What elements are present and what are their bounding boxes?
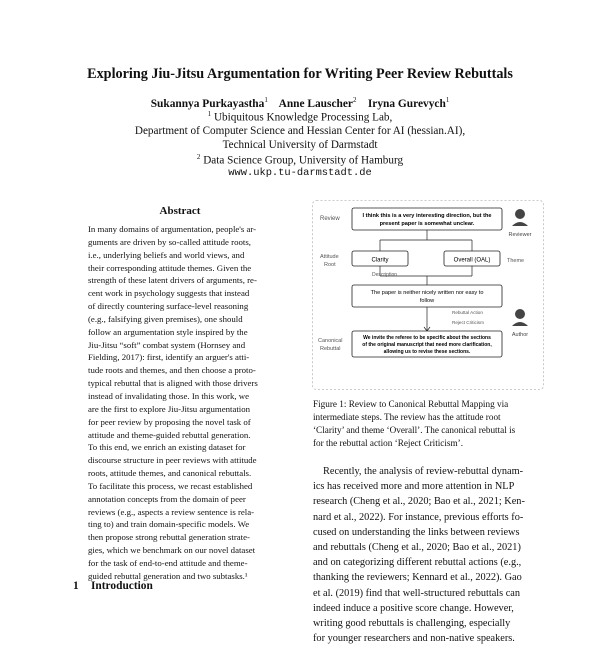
abstract-line: To facilitate this process, we recast established — [88, 480, 253, 491]
figure-1 — [312, 200, 544, 390]
fig-review-text: present paper is somewhat unclear. — [379, 221, 475, 227]
body-line: ics has received more and more attention in NLP — [313, 481, 515, 493]
abstract-line: i.e., underlying beliefs and world views, and — [88, 249, 245, 260]
abstract-line: cent work in psychology suggests that instead — [88, 288, 250, 299]
abstract-line: strength of these latent drivers of arguments, re- — [88, 275, 257, 286]
abstract-line: attitude and theme-guided rebuttal generation. — [88, 429, 251, 440]
abstract-line: of directly countering surface-level reasoning — [88, 301, 249, 312]
abstract-line: instead of invalidating those. In this work, we — [88, 390, 250, 401]
body-line: cused on understanding the links between reviews — [313, 526, 520, 538]
abstract-line: their corresponding attitude themes. Given the — [88, 262, 252, 273]
fig-description-label: Description — [372, 272, 398, 278]
abstract-line: for the task of end-to-end attitude and theme- — [88, 557, 248, 568]
body-line: research (Cheng et al., 2020; Bao et al., 2021; Ken- — [313, 496, 525, 508]
figure-caption — [313, 398, 543, 450]
author-name: Sukannya Purkayastha — [150, 97, 265, 110]
affiliation-line: Department of Computer Science and Hessian Center for AI (hessian.AI), — [134, 125, 466, 137]
abstract-line: ting to) and train domain-specific models. We — [88, 519, 250, 530]
abstract-line: annotation concepts from the domain of peer — [88, 493, 246, 504]
section-heading: 1 Introduction — [73, 580, 153, 592]
affiliation-url[interactable]: www.ukp.tu-darmstadt.de — [228, 167, 372, 179]
caption-line: ‘Clarity’ and theme ‘Overall’. The canonical rebuttal is — [313, 425, 516, 436]
fig-rebuttal-action: Rebuttal Action — [452, 310, 483, 315]
fig-review-label: Review — [320, 216, 340, 222]
abstract-line: (e.g., falsifying given premises), one should — [88, 313, 243, 324]
abstract-line: roots, attitude themes, and canonical rebuttals. — [88, 468, 252, 479]
fig-desc-text: follow — [419, 298, 435, 304]
fig-theme-label: Theme — [507, 258, 525, 264]
fig-desc-text: The paper is neither nicely written nor easy to — [370, 290, 484, 296]
body-line: indeed induce a positive score change. However, — [313, 602, 514, 614]
fig-attitude-label: Root — [324, 262, 336, 268]
abstract-line: gies, which we benchmark on our novel dataset — [88, 545, 256, 556]
paper-title: Exploring Jiu-Jitsu Argumentation for Writing Peer Review Rebuttals — [87, 66, 513, 82]
author-aff-mark: 2 — [352, 96, 357, 104]
abstract-line: Fielding, 2017): first, identify an arguer's atti- — [88, 352, 250, 363]
caption-line: Figure 1: Review to Canonical Rebuttal Mapping via — [313, 399, 509, 409]
author-list — [0, 96, 600, 110]
body-line: and on categorizing different rebuttal actions (e.g., — [313, 557, 522, 569]
caption-line: intermediate steps. The review has the attitude root — [313, 412, 501, 423]
fig-reviewer-label: Reviewer — [508, 232, 532, 238]
abstract-line: follow an argumentation style inspired by the — [88, 326, 248, 337]
author-name: Anne Lauscher — [278, 97, 353, 110]
fig-rebuttal-text: allowing us to revise these sections. — [383, 349, 471, 355]
abstract-line: Jiu-Jitsu “soft” combat system (Hornsey and — [88, 339, 246, 350]
abstract-line: reviews (e.g., aspects a review sentence is rela- — [88, 506, 255, 517]
fig-attitude-label: Attitude — [320, 254, 339, 260]
fig-review-text: I think this is a very interesting direction, but the — [362, 213, 492, 219]
body-line: for younger researchers and non-native speakers. — [313, 633, 515, 645]
fig-reject-criticism: Reject Criticism — [452, 320, 484, 325]
fig-rebuttal-text: of the original manuscript that need more clarification, — [362, 342, 492, 348]
author-name: Iryna Gurevych — [367, 97, 446, 110]
abstract-line: typical rebuttal that is aligned with those drivers — [88, 378, 258, 389]
abstract-line: To this end, we enrich an existing dataset for — [88, 442, 246, 453]
body-line: et al. (2019) find that well-structured rebuttals can — [313, 587, 521, 599]
author-aff-mark: 1 — [264, 96, 268, 104]
abstract-line: In many domains of argumentation, people's ar- — [88, 224, 257, 234]
abstract-heading: Abstract — [159, 205, 201, 217]
affiliation-line: Technical University of Darmstadt — [222, 139, 378, 151]
fig-author-label: Author — [511, 332, 529, 338]
fig-clarity: Clarity — [371, 257, 389, 264]
abstract-line: discourse structure in peer reviews with attitude — [88, 455, 257, 466]
abstract-line: tude roots and themes, and then choose a proto- — [88, 365, 256, 376]
abstract-line: then propose strong rebuttal generation strate- — [88, 532, 250, 543]
body-line: thanking the reviewers; Kennard et al., 2022). Gao — [313, 572, 522, 584]
fig-rebuttal-text: We invite the referee to be specific about the sections — [363, 335, 491, 341]
caption-line: for the rebuttal action ‘Reject Criticism’. — [313, 438, 464, 449]
affiliation-line: $^1$ Ubiquitous Knowledge Processing Lab, — [207, 110, 393, 124]
body-line: nard et al., 2022). For instance, previous efforts fo- — [313, 511, 524, 523]
abstract-line: guided rebuttal generation and two subtasks.¹ — [88, 570, 248, 581]
abstract-body — [88, 223, 288, 583]
author-aff-mark: 1 — [445, 96, 450, 104]
fig-overall: Overall (OAL) — [453, 257, 491, 264]
abstract-line: are the first to explore Jiu-Jitsu argumentation — [88, 403, 251, 414]
abstract-line: guments are driven by so-called attitude roots, — [88, 236, 251, 247]
fig-canonical-label: Canonical — [318, 338, 343, 344]
body-line: Recently, the analysis of review-rebuttal dynam- — [323, 466, 524, 477]
fig-canonical-label: Rebuttal — [320, 346, 341, 352]
affiliation-line: $^2$ Data Science Group, University of Hamburg — [196, 153, 404, 167]
abstract-line: for peer review by proposing the novel task of — [88, 416, 251, 427]
body-line: writing good rebuttals is challenging, especially — [313, 618, 511, 630]
body-paragraph — [313, 464, 543, 646]
body-line: and rebuttals (Cheng et al., 2020; Bao et al., 2021) — [313, 542, 521, 554]
